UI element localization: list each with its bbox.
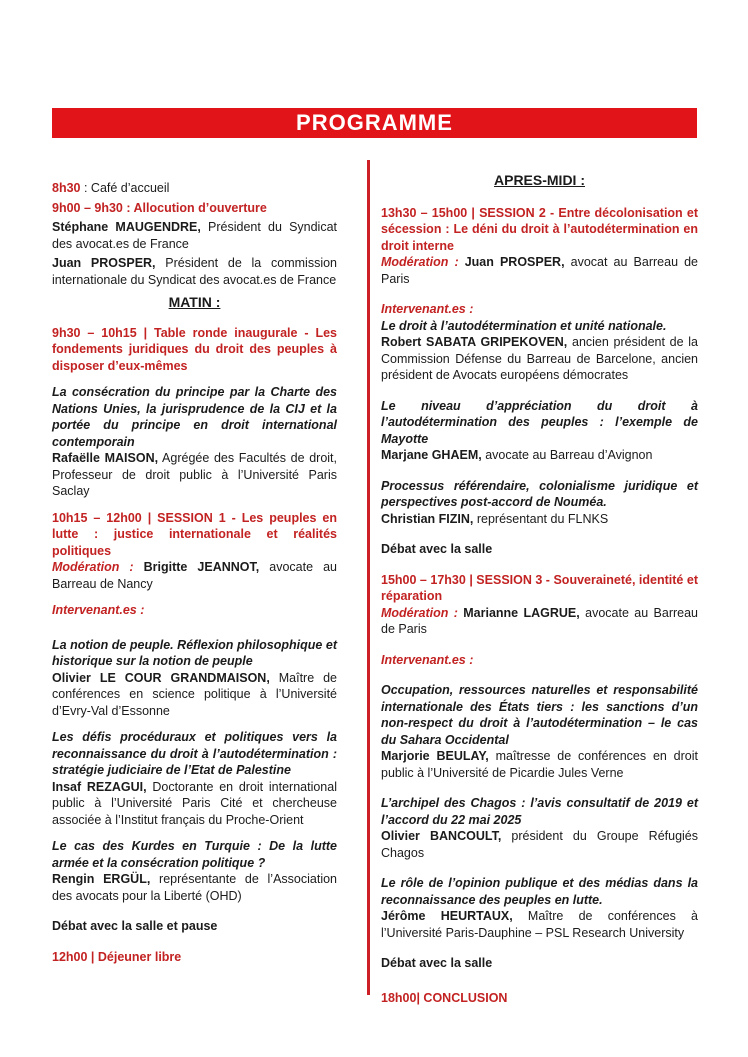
speaker-name: Juan PROSPER,	[52, 256, 156, 270]
session1-title: 10h15 – 12h00 | SESSION 1 - Les peuples en lutte : justice internationale et réalités politiques	[52, 510, 337, 558]
debat-line-1: Débat avec la salle	[381, 542, 493, 556]
speaker-name: Christian FIZIN,	[381, 511, 474, 526]
talk-processus-title: Processus référendaire, colonialisme juridique et perspectives post-accord de Nouméa.	[381, 478, 698, 509]
talk-opinion-title: Le rôle de l’opinion publique et des médias dans la reconnaissance des peuples en lutte.	[381, 876, 698, 907]
intervenants-label: Intervenant.es :	[381, 302, 474, 316]
speaker-role: ancien président de la Commission Défense du Barreau de Barcelone, ancien président de Avocats européens démocrates	[381, 335, 698, 382]
session2-moderation	[381, 254, 698, 287]
moderation-label: Modération :	[381, 255, 465, 269]
speaker-name: Jérôme HEURTAUX,	[381, 909, 513, 923]
session1-moderation	[52, 559, 337, 592]
talk-kurdes-title: Le cas des Kurdes en Turquie : De la lutte armée et la consécration politique ?	[52, 839, 337, 870]
speaker-prosper	[52, 255, 337, 288]
speaker-role: Président du Syndicat des avocat.es de France	[52, 220, 338, 251]
moderator-role: avocate au Barreau de Paris	[381, 605, 698, 636]
moderator-name: Juan PROSPER,	[464, 255, 565, 269]
talk-occupation-title: Occupation, ressources naturelles et responsabilité internationale des États tiers : les sanctions d’un non-respect du droit à l’autodétermination – le cas du Sahara Occidental	[381, 683, 698, 747]
moderator-role: avocat au Barreau de Paris	[381, 255, 699, 286]
speaker-maugendre	[52, 219, 337, 252]
talk-droit-speaker	[381, 334, 698, 384]
morning-heading	[52, 294, 337, 311]
speaker-role: Agrégée des Facultés de droit, Professeur de droit public à l’Université Paris Saclay	[52, 451, 337, 498]
talk-processus-speaker	[381, 511, 698, 528]
morning-heading-text: MATIN :	[168, 294, 221, 310]
speaker-name: Olivier BANCOULT,	[381, 829, 502, 843]
talk-defis-title: Les défis procéduraux et politiques vers la reconnaissance du droit à l’autodétermination : stratégie judiciaire de l’Etat de Palestine	[52, 730, 337, 777]
talk-defis-speaker	[52, 779, 337, 829]
moderator-name: Marianne LAGRUE,	[463, 605, 580, 620]
session2-title: 13h30 – 15h00 | SESSION 2 - Entre décolonisation et sécession : Le déni du droit à l’autodétermination en droit interne	[381, 205, 698, 253]
talk-chagos-speaker	[381, 828, 698, 861]
page-title: PROGRAMME	[296, 110, 453, 135]
intervenants-label: Intervenant.es :	[52, 603, 145, 617]
moderation-label: Modération :	[381, 605, 464, 620]
talk-droit-title: Le droit à l’autodétermination et unité nationale.	[381, 318, 667, 333]
conclusion-line: 18h00| CONCLUSION	[381, 990, 508, 1005]
talk-chagos-title: L’archipel des Chagos : l’avis consultatif de 2019 et l’accord du 22 mai 2025	[381, 796, 698, 827]
moderation-label: Modération :	[52, 560, 144, 574]
time-label: 8h30	[52, 181, 81, 195]
schedule-item-opening: 9h00 – 9h30 : Allocution d’ouverture	[52, 200, 267, 215]
talk-niveau-speaker	[381, 447, 698, 464]
session3-title: 15h00 – 17h30 | SESSION 3 - Souveraineté, identité et réparation	[381, 572, 698, 603]
debat-pause-line: Débat avec la salle et pause	[52, 919, 218, 933]
session3-moderation	[381, 605, 698, 638]
talk-opinion-speaker	[381, 908, 698, 941]
speaker-role: représentante de l’Association des avocats pour la Liberté (OHD)	[52, 872, 337, 903]
talk-kurdes-speaker	[52, 871, 337, 904]
speaker-role: maîtresse de conférences en droit public à l’Université de Picardie Jules Verne	[381, 749, 698, 780]
speaker-role: président du Groupe Réfugiés Chagos	[381, 829, 699, 860]
speaker-name: Insaf REZAGUI,	[52, 779, 147, 794]
talk-occupation-speaker	[381, 748, 698, 781]
speaker-role: Maître de conférences en science politique à l’Université d’Evry-Val d’Essonne	[52, 670, 337, 718]
talk-consecration-title: La consécration du principe par la Charte des Nations Unies, la jurisprudence de la CIJ et la portée du principe en droit international contemporain	[52, 385, 337, 449]
moderator-name: Brigitte JEANNOT,	[143, 560, 260, 574]
column-divider	[367, 160, 370, 995]
speaker-name: Olivier LE COUR GRANDMAISON,	[52, 670, 270, 685]
talk-niveau-title: Le niveau d’appréciation du droit à l’autodétermination des peuples : l’exemple de Mayotte	[381, 398, 698, 446]
afternoon-heading-text: APRES-MIDI :	[494, 172, 585, 188]
speaker-name: Stéphane MAUGENDRE,	[52, 220, 201, 234]
programme-banner	[52, 108, 697, 138]
lunch-line: 12h00 | Déjeuner libre	[52, 949, 182, 964]
speaker-role: Président de la commission internationale du Syndicat des avocat.es de France	[52, 256, 338, 287]
talk-notion-speaker	[52, 670, 337, 720]
schedule-item-coffee	[52, 180, 337, 197]
speaker-role: représentant du FLNKS	[473, 511, 609, 526]
speaker-name: Robert SABATA GRIPEKOVEN,	[381, 335, 568, 349]
talk-consecration-speaker	[52, 450, 337, 500]
session-table-ronde-title: 9h30 – 10h15 | Table ronde inaugurale - Les fondements juridiques du droit des peuples à disposer d’eux-mêmes	[52, 325, 337, 373]
talk-notion-title: La notion de peuple. Réflexion philosophique et historique sur la notion de peuple	[52, 637, 337, 668]
afternoon-column	[381, 172, 698, 1020]
afternoon-heading	[381, 172, 698, 189]
moderator-role: avocate au Barreau de Nancy	[52, 560, 337, 591]
speaker-name: Rafaëlle MAISON,	[52, 451, 159, 465]
speaker-role: Maître de conférences à l’Université Paris-Dauphine – PSL Research University	[381, 909, 698, 940]
intervenants-label: Intervenant.es :	[381, 652, 474, 667]
morning-column	[52, 180, 337, 975]
debat-line-2: Débat avec la salle	[381, 956, 493, 970]
item-text: : Café d’accueil	[80, 181, 170, 195]
speaker-role: Doctorante en droit international public à l’Université Paris Cité et chercheuse associée à l’Institut français du Proche-Orient	[52, 779, 337, 827]
speaker-name: Rengin ERGÜL,	[52, 872, 151, 886]
speaker-name: Marjane GHAEM,	[381, 448, 482, 462]
speaker-role: avocate au Barreau d’Avignon	[481, 448, 653, 462]
speaker-name: Marjorie BEULAY,	[381, 749, 489, 763]
